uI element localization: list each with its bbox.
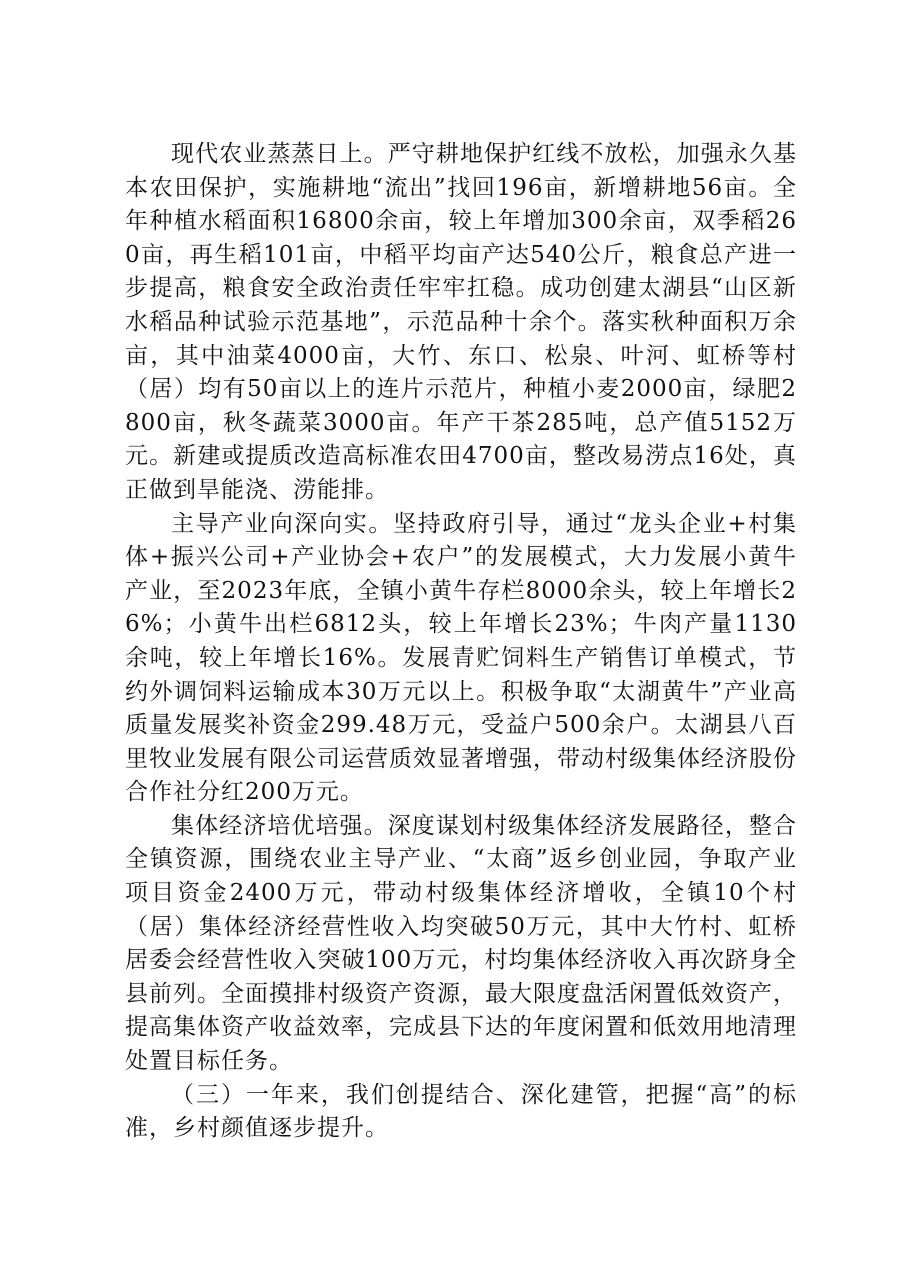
paragraph-modern-agriculture: 现代农业蒸蒸日上。严守耕地保护红线不放松，加强永久基本农田保护，实施耕地“流出”找回196亩，新增耕地56亩。全年种植水稻面积16800余亩，较上年增加300余亩，双季稻260亩，再生稻101亩，中稻平均亩产达540公斤，粮食总产进一步提高，粮食安全政治责任牢牢扛稳。成功创建太湖县“山区新水稻品种试验示范基地”，示范品种十余个。落实秋种面积万余亩，其中油菜4000亩，大竹、东口、松泉、叶河、虹桥等村（居）均有50亩以上的连片示范片，种植小麦2000亩，绿肥2800亩，秋冬蔬菜3000亩。年产干茶285吨，总产值5152万元。新建或提质改造高标准农田4700亩，整改易涝点16处，真正做到旱能浇、涝能排。 [125,141,797,503]
document-body [125,138,797,1146]
paragraph-leading-industry: 主导产业向深向实。坚持政府引导，通过“龙头企业+村集体+振兴公司+产业协会+农户”的发展模式，大力发展小黄牛产业，至2023年底，全镇小黄牛存栏8000余头，较上年增长26%；小黄牛出栏6812头，较上年增长23%；牛肉产量1130余吨，较上年增长16%。发展青贮饲料生产销售订单模式，节约外调饲料运输成本30万元以上。积极争取“太湖黄牛”产业高质量发展奖补资金299.48万元，受益户500余户。太湖县八百里牧业发展有限公司运营质效显著增强，带动村级集体经济股份合作社分红200万元。 [125,510,797,806]
paragraph-section-three: （三）一年来，我们创提结合、深化建管，把握“高”的标准，乡村颜值逐步提升。 [125,1081,797,1142]
paragraph-collective-economy: 集体经济培优培强。深度谋划村级集体经济发展路径，整合全镇资源，围绕农业主导产业、“太商”返乡创业园，争取产业项目资金2400万元，带动村级集体经济增收，全镇10个村（居）集体经济经营性收入均突破50万元，其中大竹村、虹桥居委会经营性收入突破100万元，村均集体经济收入再次跻身全县前列。全面摸排村级资产资源，最大限度盘活闲置低效资产，提高集体资产收益效率，完成县下达的年度闲置和低效用地清理处置目标任务。 [125,812,797,1075]
